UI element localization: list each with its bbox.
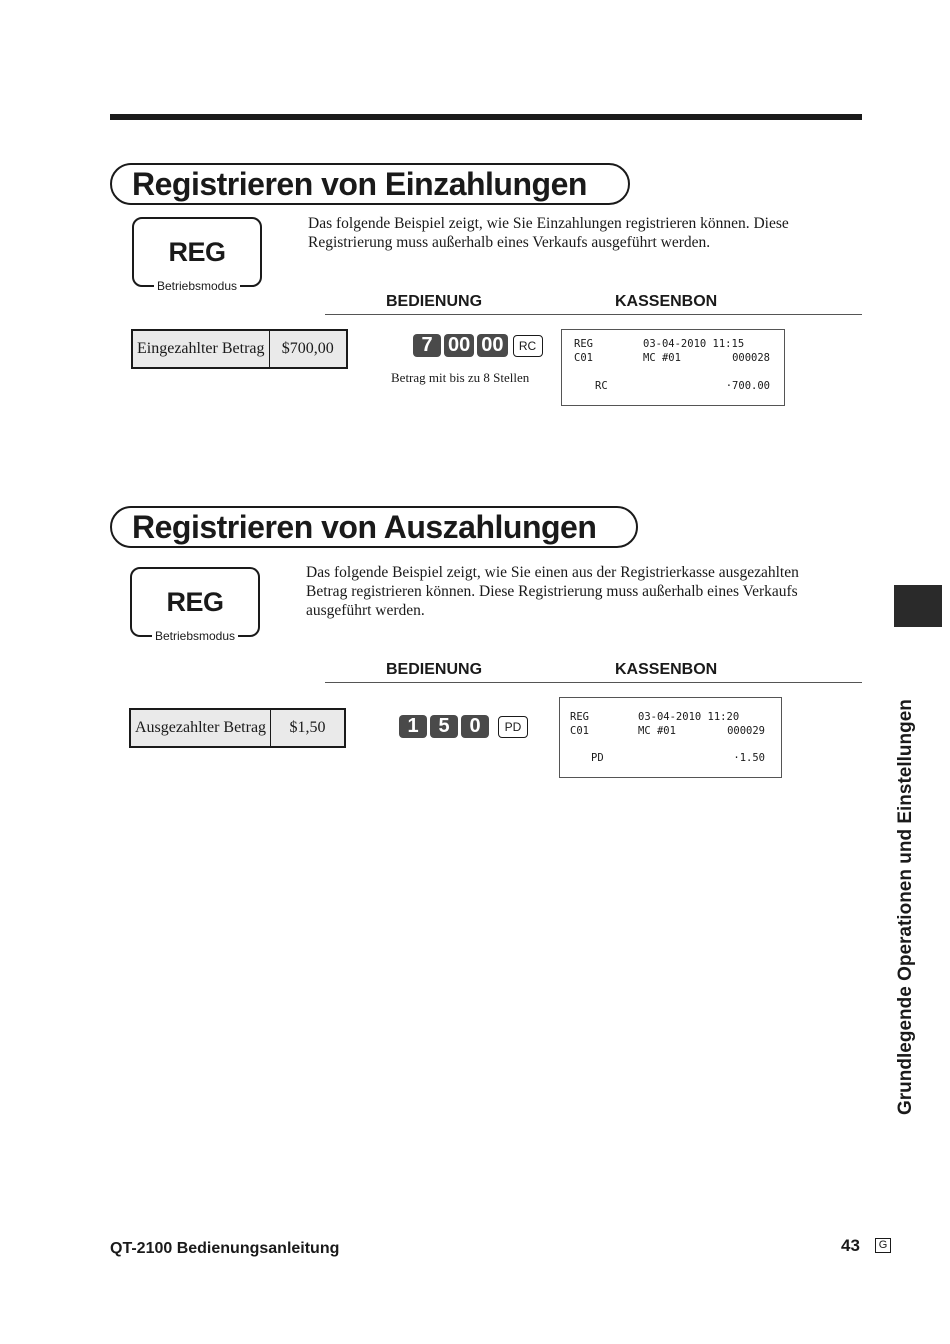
key-digit: 1 [399,715,427,738]
function-key-rc: RC [513,335,543,357]
receipt-datetime: 03-04-2010 11:20 [638,711,740,723]
column-operation: BEDIENUNG [386,293,483,310]
receipt-amount: ·700.00 [725,380,770,392]
mode-label: Betriebsmodus [154,279,240,293]
amount-value: $700,00 [281,340,334,357]
page-number: 43 [841,1236,860,1255]
receipt-item: PD [591,752,604,764]
key-digit: 00 [477,334,507,357]
key-sequence-payout [399,715,528,738]
chapter-title-vertical: Grundlegende Operationen und Einstellungen [895,699,916,1115]
mode-label: Betriebsmodus [152,629,238,643]
amount-value: $1,50 [289,719,326,736]
receipt-mode: REG [574,338,593,350]
amount-table-deposit [131,329,348,369]
receipt-payout [559,697,782,778]
receipt-mode: REG [570,711,589,723]
column-rule [325,314,862,315]
section-title-payout: Registrieren von Auszahlungen [110,506,638,548]
column-receipt: KASSENBON [615,661,718,678]
mode-box-deposit [132,217,262,293]
key-note: Betrag mit bis zu 8 Stellen [391,370,530,385]
top-rule [110,114,862,120]
receipt-amount: ·1.50 [733,752,765,764]
intro-text-deposit: Das folgende Beispiel zeigt, wie Sie Einzahlungen registrieren können. Diese Registrierung muss außerhalb eines Verkaufs ausgeführt werden. [308,215,789,251]
function-key-pd: PD [498,716,528,738]
mode-box-payout [130,567,260,643]
receipt-number: 000029 [727,725,765,737]
receipt-datetime: 03-04-2010 11:15 [643,338,745,350]
language-code: G [875,1238,891,1253]
amount-label: Eingezahlter Betrag [133,331,270,367]
column-rule [325,682,862,683]
key-digit: 00 [444,334,474,357]
receipt-machine: MC #01 [638,725,676,737]
key-sequence-deposit [413,334,543,357]
mode-name: REG [168,237,226,267]
amount-label: Ausgezahlter Betrag [131,710,271,746]
receipt-number: 000028 [732,352,770,364]
column-operation: BEDIENUNG [386,661,483,678]
section-title-deposit: Registrieren von Einzahlungen [110,163,630,205]
mode-name: REG [166,587,224,617]
intro-text-payout: Das folgende Beispiel zeigt, wie Sie einen aus der Registrierkasse ausgezahlten Betrag registrieren können. Diese Registrierung muss außerhalb eines Verkaufs ausgeführt werden. [306,564,799,619]
receipt-clerk: C01 [574,352,593,364]
amount-table-payout [129,708,346,748]
manual-title: QT-2100 Bedienungsanleitung [110,1240,340,1257]
receipt-clerk: C01 [570,725,589,737]
column-receipt: KASSENBON [615,293,718,310]
receipt-item: RC [595,380,608,392]
key-digit: 7 [413,334,441,357]
key-digit: 0 [461,715,489,738]
key-digit: 5 [430,715,458,738]
receipt-deposit [561,329,785,406]
receipt-machine: MC #01 [643,352,681,364]
chapter-tab [894,585,942,627]
